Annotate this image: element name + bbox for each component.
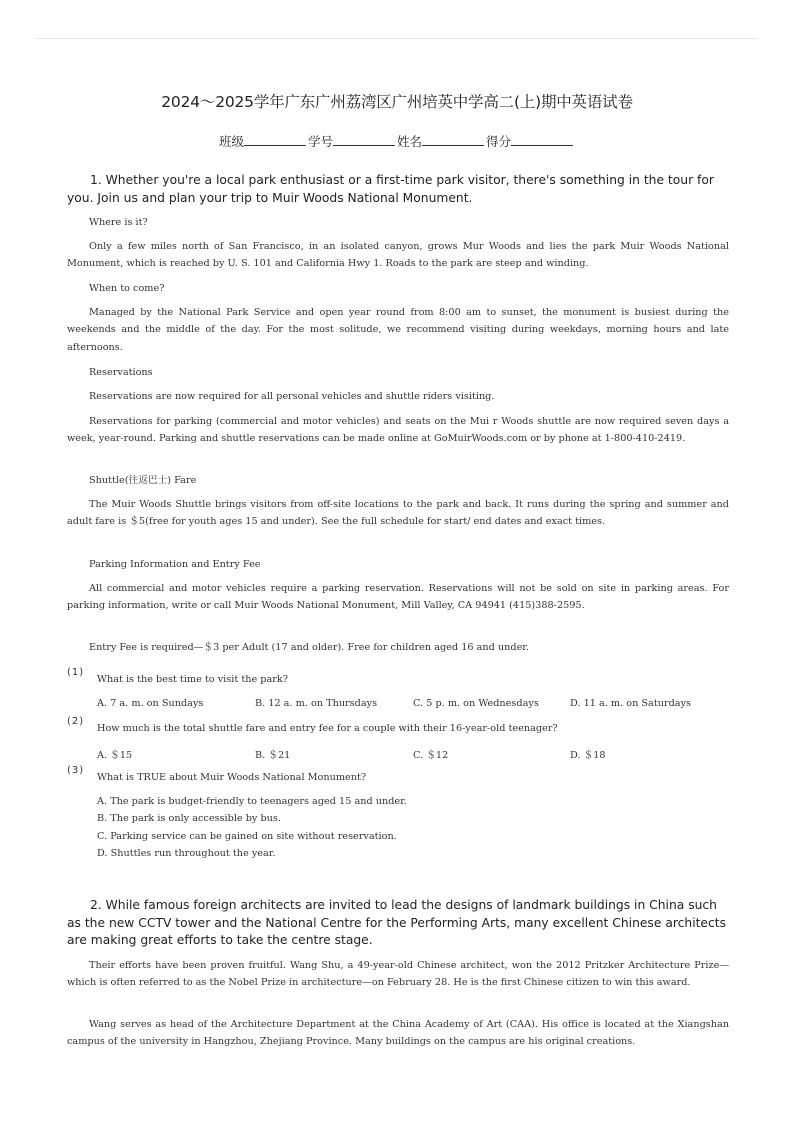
passage1-where: Only a few miles north of San Francisco, in an isolated canyon, grows Mur Woods and lies the park Muir Woods National Monument, which is reached by U. S. 101 and California Hwy 1. Roads to the park are steep and winding. [67,241,729,270]
passage1-heading-when: When to come? [89,283,165,294]
top-divider [36,38,758,39]
question-3-text: What is TRUE about Muir Woods National Monument? [97,772,367,783]
student-info-line [0,132,794,150]
question-3-option-d[interactable]: D. Shuttles run throughout the year. [97,848,276,859]
question-1-option-a[interactable]: A. 7 a. m. on Sundays [97,698,204,709]
passage1-fee: Entry Fee is required—＄3 per Adult (17 and older). Free for children aged 16 and under. [89,642,529,653]
question-2-number: (2) [67,716,85,727]
question-3-option-c[interactable]: C. Parking service can be gained on site without reservation. [97,831,397,842]
question-2-option-b[interactable]: B. ＄21 [255,750,291,761]
id-label: 学号 [307,134,333,149]
passage1-heading-reservations: Reservations [89,367,153,378]
passage1-intro: 1. Whether you're a local park enthusiast or a first-time park visitor, there's something in the tour for you. Join us and plan your trip to Muir Woods National Monument. [67,173,714,205]
passage1-parking: All commercial and motor vehicles require a parking reservation. Reservations will not be sold on site in parking areas. For parking information, write or call Muir Woods National Monument, Mill Valley, CA 94941 (415)388-2595. [67,583,729,612]
id-blank [333,133,395,146]
question-2-text: How much is the total shuttle fare and entry fee for a couple with their 16-year-old teenager? [97,723,558,734]
class-blank [244,133,306,146]
score-blank [511,133,573,146]
question-2-option-a[interactable]: A. ＄15 [97,750,133,761]
question-2-option-c[interactable]: C. ＄12 [413,750,449,761]
name-blank [422,133,484,146]
question-1-option-d[interactable]: D. 11 a. m. on Saturdays [570,698,692,709]
question-1-number: (1) [67,667,85,678]
question-3-option-a[interactable]: A. The park is budget-friendly to teenagers aged 15 and under. [97,796,407,807]
passage1-shuttle: The Muir Woods Shuttle brings visitors from off-site locations to the park and back. It runs during the spring and summer and adult fare is ＄5(free for youth ages 15 and under). See the full schedule for start/ end dates and exact times. [67,499,729,528]
question-1-option-b[interactable]: B. 12 a. m. on Thursdays [255,698,378,709]
passage2-paragraph-2: Wang serves as head of the Architecture Department at the China Academy of Art (CAA). His office is located at the Xiangshan campus of the university in Hangzhou, Zhejiang Province. Many buildings on the campus are his original creations. [67,1019,729,1048]
passage1-reservations-2: Reservations for parking (commercial and motor vehicles) and seats on the Mui r Woods shuttle are now required seven days a week, year-round. Parking and shuttle reservations can be made online at GoMuirWoods.com or by phone at 1-800-410-2419. [67,416,729,445]
passage1-when: Managed by the National Park Service and open year round from 8:00 am to sunset, the monument is busiest during the weekends and the middle of the day. For the most solitude, we recommend visiting during weekdays, morning hours and late afternoons. [67,307,729,353]
name-label: 姓名 [397,134,423,149]
question-3-number: (3) [67,765,85,776]
passage1-heading-parking: Parking Information and Entry Fee [89,559,261,570]
score-label: 得分 [486,134,512,149]
passage2-intro: 2. While famous foreign architects are invited to lead the designs of landmark buildings in China such as the new CCTV tower and the National Centre for the Performing Arts, many excellent Chinese architects are making great efforts to take the centre stage. [67,898,726,947]
question-3-option-b[interactable]: B. The park is only accessible by bus. [97,813,281,824]
passage1-heading-shuttle: Shuttle(往返巴士) Fare [89,475,197,486]
question-1-option-c[interactable]: C. 5 p. m. on Wednesdays [413,698,539,709]
question-1-text: What is the best time to visit the park? [97,674,288,685]
passage1-reservations-1: Reservations are now required for all personal vehicles and shuttle riders visiting. [89,391,495,402]
passage2-paragraph-1: Their efforts have been proven fruitful. Wang Shu, a 49-year-old Chinese architect, won the 2012 Pritzker Architecture Prize—which is often referred to as the Nobel Prize in architecture—on February 28. He is the first Chinese citizen to win this award. [67,960,729,989]
passage1-heading-where: Where is it? [89,217,148,228]
question-2-option-d[interactable]: D. ＄18 [570,750,606,761]
page-title: 2024～2025学年广东广州荔湾区广州培英中学高二(上)期中英语试卷 [161,93,633,111]
class-label: 班级 [218,134,244,149]
